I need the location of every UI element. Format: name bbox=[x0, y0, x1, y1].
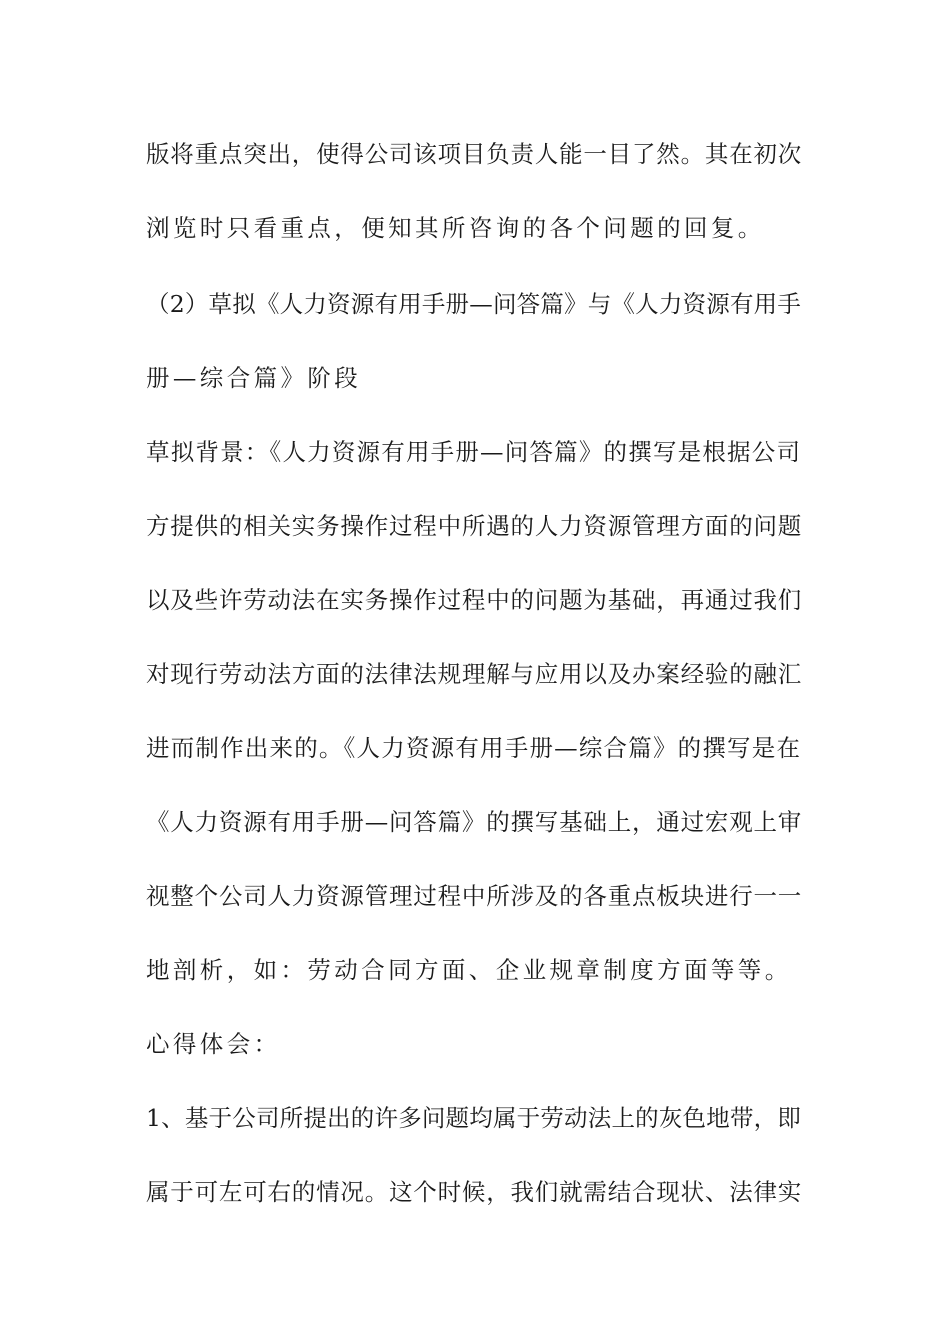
text-line: 方提供的相关实务操作过程中所遇的人力资源管理方面的问题 bbox=[146, 512, 803, 540]
text-line: 以及些许劳动法在实务操作过程中的问题为基础，再通过我们 bbox=[146, 586, 803, 614]
section-heading: （2）草拟《人力资源有用手册—问答篇》与《人力资源有用手 bbox=[146, 290, 802, 318]
text-line: 进而制作出来的。《人力资源有用手册—综合篇》的撰写是在 bbox=[146, 734, 802, 762]
text-line: 地剖析，如：劳动合同方面、企业规章制度方面等等。 bbox=[146, 956, 792, 984]
text-line: 视整个公司人力资源管理过程中所涉及的各重点板块进行一一 bbox=[146, 882, 803, 910]
text-line: 属于可左可右的情况。这个时候，我们就需结合现状、法律实 bbox=[146, 1178, 803, 1206]
text-line: 版将重点突出，使得公司该项目负责人能一目了然。其在初次 bbox=[146, 140, 803, 168]
text-line: 对现行劳动法方面的法律法规理解与应用以及办案经验的融汇 bbox=[146, 660, 803, 688]
text-line: 《人力资源有用手册—问答篇》的撰写基础上，通过宏观上审 bbox=[146, 808, 803, 836]
subsection-label: 心得体会： bbox=[146, 1030, 281, 1058]
text-line: 浏览时只看重点，便知其所咨询的各个问题的回复。 bbox=[146, 214, 765, 242]
section-heading-continued: 册—综合篇》阶段 bbox=[146, 364, 362, 392]
text-line: 草拟背景：《人力资源有用手册—问答篇》的撰写是根据公司 bbox=[146, 438, 802, 466]
text-line: 1、基于公司所提出的许多问题均属于劳动法上的灰色地带，即 bbox=[146, 1104, 802, 1132]
